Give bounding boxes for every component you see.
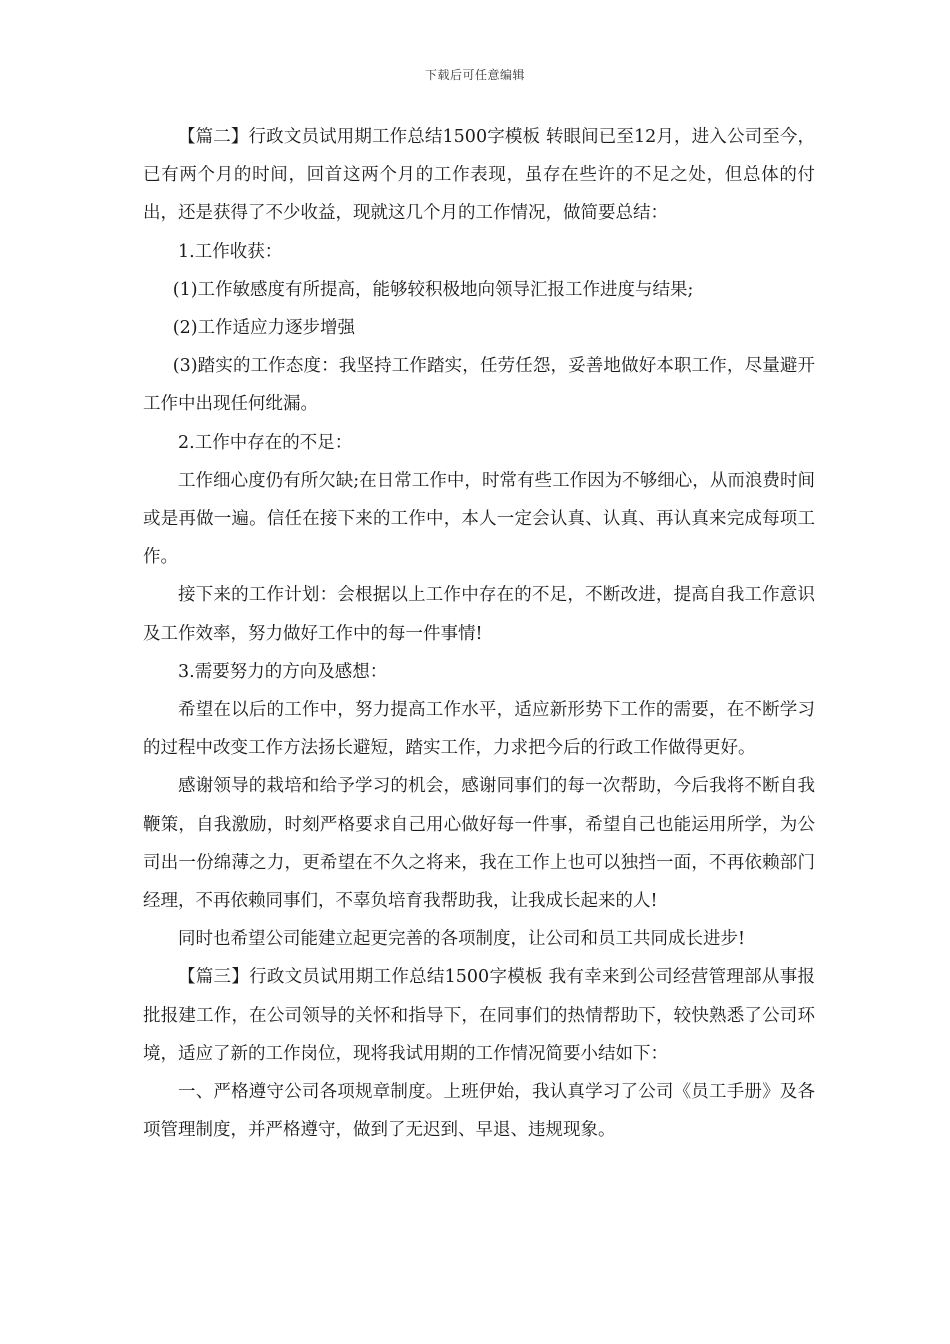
- paragraph: 同时也希望公司能建立起更完善的各项制度，让公司和员工共同成长进步!: [178, 929, 746, 950]
- paragraph: (1)工作敏感度有所提高，能够较积极地向领导汇报工作进度与结果;: [172, 279, 694, 300]
- paragraph: 工作细心度仍有所欠缺;在日常工作中，时常有些工作因为不够细心，从而浪费时间或是再做一遍。信任在接下来的工作中，本人一定会认真、认真、再认真来完成每项工作。: [143, 470, 815, 568]
- paragraph: (2)工作适应力逐步增强: [172, 318, 356, 339]
- paragraph: 【篇二】行政文员试用期工作总结1500字模板 转眼间已至12月，进入公司至今，已有两个月的时间，回首这两个月的工作表现，虽存在些许的不足之处，但总体的付出，还是获得了不少收益，现就这几个月的工作情况，做简要总结：: [143, 127, 815, 224]
- paragraph: 3.需要努力的方向及感想：: [178, 661, 388, 682]
- paragraph: 一、严格遵守公司各项规章制度。上班伊始，我认真学习了公司《员工手册》及各项管理制度，并严格遵守，做到了无迟到、早退、违规现象。: [143, 1082, 815, 1141]
- document-body: [143, 118, 815, 1149]
- paragraph: 希望在以后的工作中，努力提高工作水平，适应新形势下工作的需要，在不断学习的过程中改变工作方法扬长避短，踏实工作，力求把今后的行政工作做得更好。: [143, 700, 815, 759]
- paragraph: 2.工作中存在的不足：: [178, 432, 353, 453]
- page-header: 下载后可任意编辑: [424, 68, 525, 82]
- paragraph: 1.工作收获：: [178, 241, 283, 262]
- paragraph: (3)踏实的工作态度：我坚持工作踏实，任劳任怨，妥善地做好本职工作，尽量避开工作中出现任何纰漏。: [143, 356, 815, 415]
- paragraph: 【篇三】行政文员试用期工作总结1500字模板 我有幸来到公司经营管理部从事报批报建工作，在公司领导的关怀和指导下，在同事们的热情帮助下，较快熟悉了公司环境，适应了新的工作岗位，现将我试用期的工作情况简要小结如下：: [143, 967, 815, 1064]
- paragraph: 感谢领导的栽培和给予学习的机会，感谢同事们的每一次帮助，今后我将不断自我鞭策，自我激励，时刻严格要求自己用心做好每一件事，希望自己也能运用所学，为公司出一份绵薄之力，更希望在不久之将来，我在工作上也可以独挡一面，不再依赖部门经理，不再依赖同事们，不辜负培育我帮助我，让我成长起来的人!: [143, 776, 815, 912]
- paragraph: 接下来的工作计划：会根据以上工作中存在的不足，不断改进，提高自我工作意识及工作效率，努力做好工作中的每一件事情!: [143, 585, 815, 644]
